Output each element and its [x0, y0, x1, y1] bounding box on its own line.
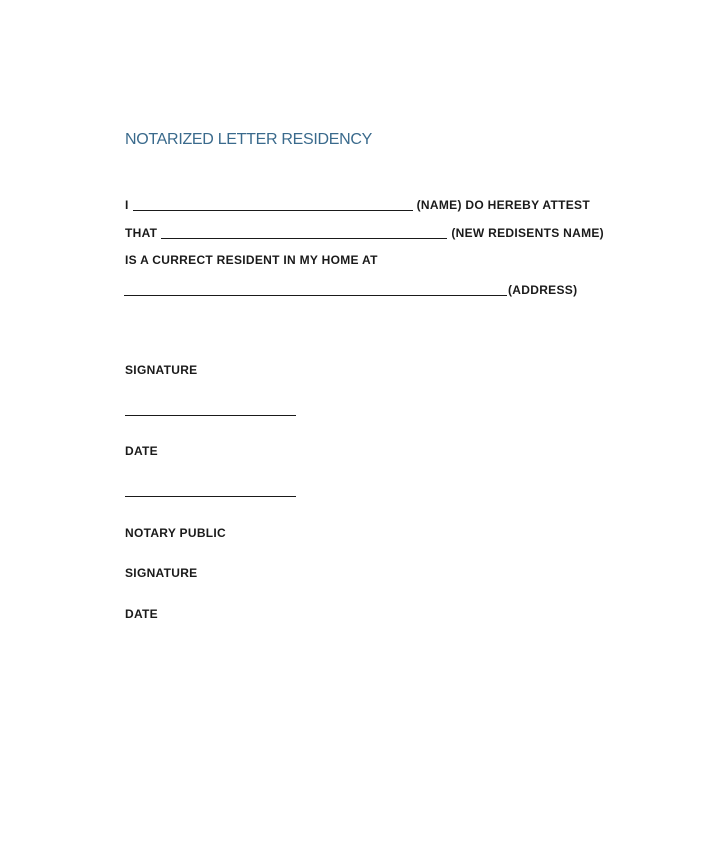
notary-public-label: NOTARY PUBLIC: [125, 526, 227, 540]
resident-name-blank: [161, 226, 447, 239]
resident-statement-text: IS A CURRECT RESIDENT IN MY HOME AT: [125, 253, 378, 267]
signature-label: SIGNATURE: [125, 363, 198, 377]
address-blank: [124, 283, 507, 296]
notary-signature-label: SIGNATURE: [125, 566, 198, 580]
resident-name-suffix: (NEW REDISENTS NAME): [451, 226, 604, 240]
name-blank: [133, 198, 413, 211]
address-suffix: (ADDRESS): [508, 283, 578, 297]
attest-suffix: (NAME) DO HEREBY ATTEST: [416, 198, 590, 212]
document-title: NOTARIZED LETTER RESIDENCY: [125, 131, 373, 148]
date-label: DATE: [125, 444, 158, 458]
signature-line: [125, 415, 296, 416]
resident-statement: [125, 253, 378, 267]
date-line: [125, 496, 296, 497]
resident-name-line: [125, 224, 604, 240]
address-line: [124, 281, 577, 297]
attest-prefix: I: [125, 198, 129, 212]
attest-name-line: [125, 196, 590, 212]
notary-date-label: DATE: [125, 607, 158, 621]
that-prefix: THAT: [125, 226, 158, 240]
